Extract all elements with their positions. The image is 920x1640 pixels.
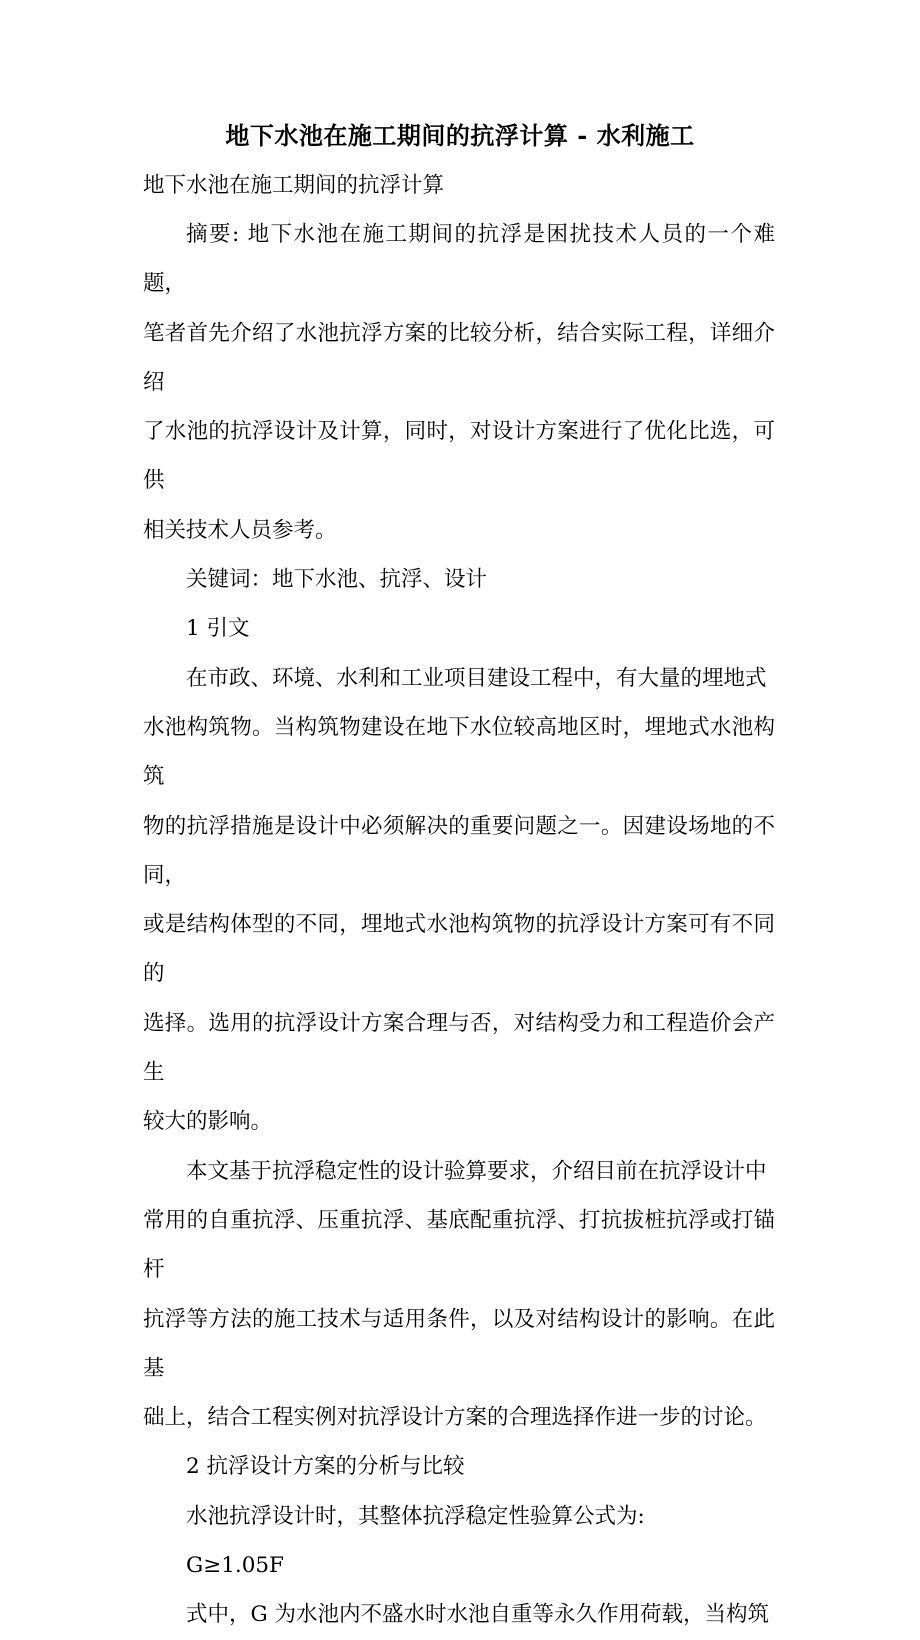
body-paragraph: 式中，G 为水池内不盛水时水池自重等永久作用荷载，当构筑 (186, 1602, 770, 1628)
body-paragraph: 在市政、环境、水利和工业项目建设工程中，有大量的埋地式 水池构筑物。当构筑物建设在地下水位较高地区时，埋地式水池构筑 物的抗浮措施是设计中必须解决的重要问题之一。因建设场地的不同， 或是结构体型的不同，埋地式水池构筑物的抗浮设计方案可有不同的 选择。选用的抗浮设计方案合理与否，对结构受力和工程造价会产生 较大的影响。 (143, 665, 775, 1135)
abstract-paragraph: 摘要: 地下水池在施工期间的抗浮是困扰技术人员的一个难题， 笔者首先介绍了水池抗浮方案的比较分析，结合实际工程，详细介绍 了水池的抗浮设计及计算，同时，对设计方案进行了优化比选，可供 相关技术人员参考。 (143, 222, 775, 543)
body-paragraph: 水池抗浮设计时，其整体抗浮稳定性验算公式为: (186, 1503, 645, 1529)
formula: G≥1.05F (186, 1553, 284, 1579)
keywords-paragraph: 关键词：地下水池、抗浮、设计 (186, 567, 488, 593)
section-heading-analysis: 2 抗浮设计方案的分析与比较 (186, 1454, 465, 1480)
document-title: 地下水池在施工期间的抗浮计算 - 水利施工 (225, 121, 695, 150)
document-body (143, 210, 775, 1640)
body-paragraph: 本文基于抗浮稳定性的设计验算要求，介绍目前在抗浮设计中 常用的自重抗浮、压重抗浮、基底配重抗浮、打抗拔桩抗浮或打锚杆 抗浮等方法的施工技术与适用条件，以及对结构设计的影响。在此基 础上，结合工程实例对抗浮设计方案的合理选择作进一步的讨论。 (143, 1158, 775, 1431)
document-subtitle: 地下水池在施工期间的抗浮计算 (143, 173, 445, 198)
section-heading-introduction: 1 引文 (186, 616, 250, 642)
